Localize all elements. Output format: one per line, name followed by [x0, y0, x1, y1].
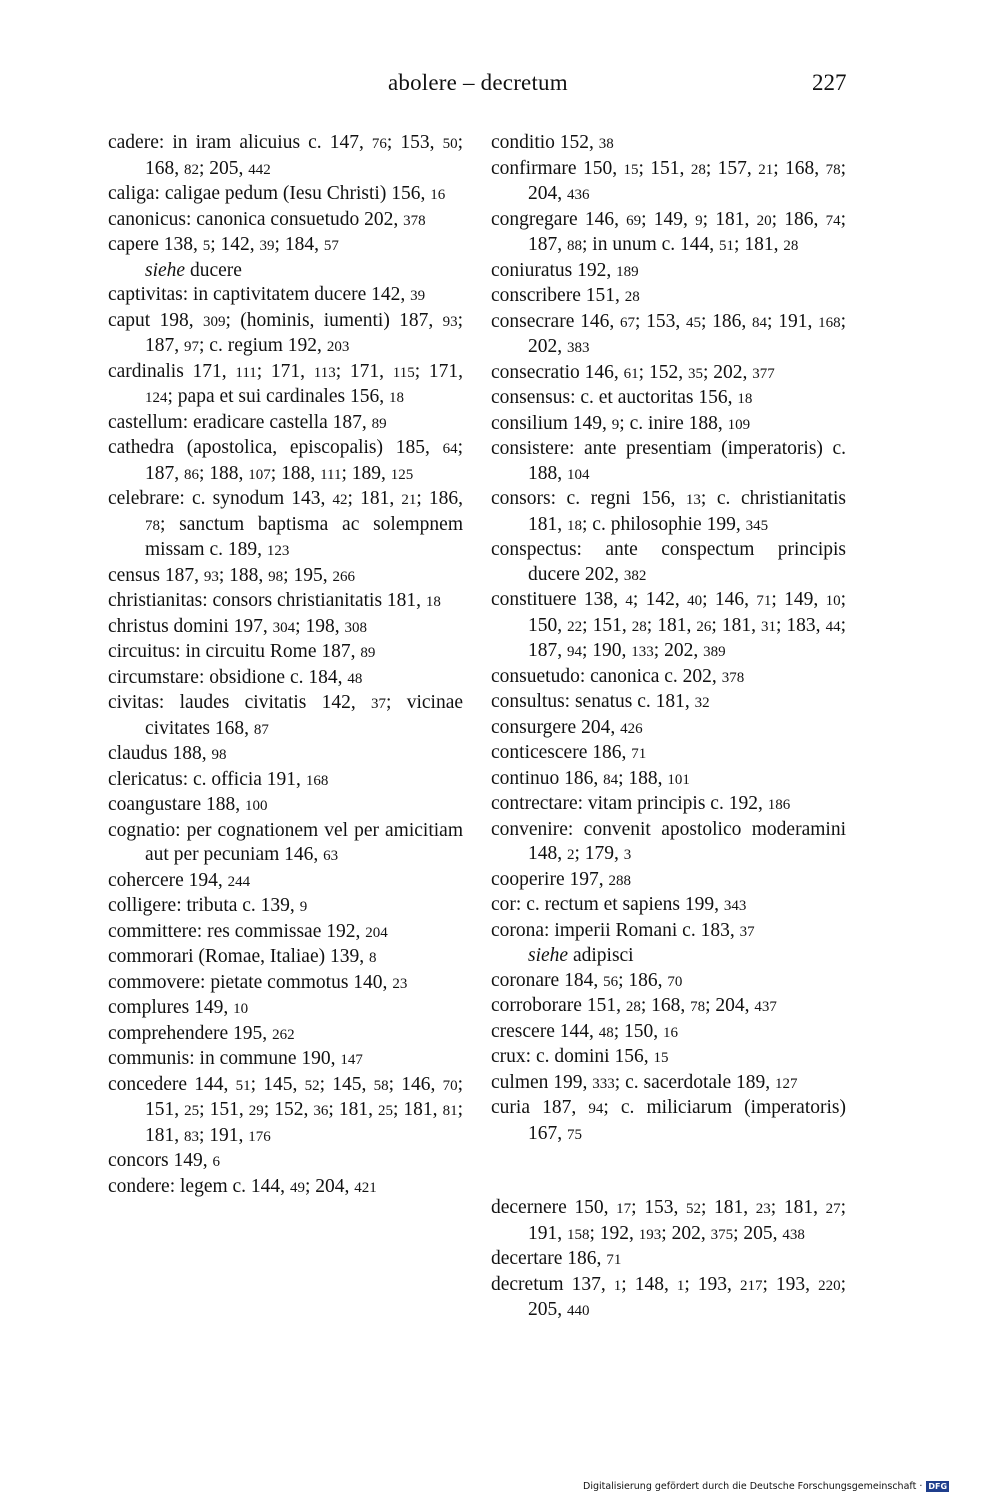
index-entry: christianitas: consors christianitatis 181, 18: [108, 590, 441, 611]
index-entry: claudus 188, 98: [108, 743, 227, 764]
index-entry: consuetudo: canonica c. 202, 378: [491, 665, 745, 687]
index-entry: concedere 144, 51; 145, 52; 145, 58; 146, 70; 151, 25; 151, 29; 152, 36; 181, 25; 181, 81; 181, 83; 191, 176: [108, 1073, 464, 1146]
index-entry: contrectare: vitam principis c. 192, 186: [491, 793, 791, 814]
index-entry: census 187, 93; 188, 98; 195, 266: [108, 564, 355, 586]
index-entry: consecrare 146, 67; 153, 45; 186, 84; 191, 168; 202, 383: [491, 310, 846, 357]
index-entry: caliga: caligae pedum (Iesu Christi) 156, 16: [108, 183, 446, 204]
index-entry: crescere 144, 48; 150, 16: [491, 1020, 679, 1042]
index-entry: canonicus: canonica consuetudo 202, 378: [108, 208, 426, 230]
index-entry: civitas: laudes civitatis 142, 37; vicinae civitates 168, 87: [108, 692, 464, 739]
digitization-credit: [583, 1481, 949, 1492]
index-entry: conspectus: ante conspectum principis ducere 202, 382: [491, 539, 846, 585]
index-entry: decernere 150, 17; 153, 52; 181, 23; 181, 27; 191, 158; 192, 193; 202, 375; 205, 438: [491, 1197, 847, 1244]
index-entry-list: [491, 131, 846, 1147]
index-entry: committere: res commissae 192, 204: [108, 920, 388, 942]
index-entry: culmen 199, 333; c. sacerdotale 189, 127: [491, 1071, 798, 1093]
index-entry: coronare 184, 56; 186, 70: [491, 969, 683, 991]
digitization-credit-text: Digitalisierung gefördert durch die Deutsche Forschungsgemeinschaft ·: [583, 1481, 923, 1492]
index-entry: consistere: ante presentiam (imperatoris) c. 188, 104: [491, 438, 846, 484]
index-entry: convenire: convenit apostolico moderamini 148, 2; 179, 3: [491, 818, 846, 864]
index-entry: capere 138, 5; 142, 39; 184, 57 siehe ducere: [108, 234, 339, 281]
index-entry: corona: imperii Romani c. 183, 37 siehe adipisci: [491, 919, 755, 966]
index-column-right: [491, 131, 846, 1324]
index-entry: crux: c. domini 156, 15: [491, 1046, 669, 1067]
index-entry: constituere 138, 4; 142, 40; 146, 71; 149, 10; 150, 22; 151, 28; 181, 26; 181, 31; 183, 44; 187, 94; 190, 133; 202, 389: [491, 589, 847, 661]
index-entry: cor: c. rectum et sapiens 199, 343: [491, 894, 747, 915]
index-entry: consensus: c. et auctoritas 156, 18: [491, 387, 753, 408]
index-entry: cohercere 194, 244: [108, 869, 251, 891]
index-entry: conditio 152, 38: [491, 132, 614, 153]
index-entry: consilium 149, 9; c. inire 188, 109: [491, 412, 751, 434]
index-entry: congregare 146, 69; 149, 9; 181, 20; 186, 74; 187, 88; in unum c. 144, 51; 181, 28: [491, 208, 846, 255]
index-entry: consurgere 204, 426: [491, 716, 643, 738]
index-entry: condere: legem c. 144, 49; 204, 421: [108, 1175, 377, 1197]
index-entry: corroborare 151, 28; 168, 78; 204, 437: [491, 995, 777, 1016]
index-entry: coniuratus 192, 189: [491, 259, 639, 281]
running-head: abolere – decretum: [388, 70, 568, 95]
index-entry: castellum: eradicare castella 187, 89: [108, 411, 387, 433]
index-entry: captivitas: in captivitatem ducere 142, 39: [108, 284, 426, 305]
index-entry: concors 149, 6: [108, 1150, 221, 1171]
index-entry: cadere: in iram alicuius c. 147, 76; 153, 50; 168, 82; 205, 442: [108, 132, 463, 179]
index-entry: cathedra (apostolica, episcopalis) 185, 64; 187, 86; 188, 107; 188, 111; 189, 125: [108, 437, 463, 484]
index-entry: decertare 186, 71: [491, 1248, 622, 1269]
index-entry: comprehendere 195, 262: [108, 1022, 295, 1044]
index-entry: curia 187, 94; c. miliciarum (imperatoris) 167, 75: [491, 1097, 846, 1144]
index-entry: coangustare 188, 100: [108, 794, 268, 815]
index-entry: circumstare: obsidione c. 184, 48: [108, 666, 363, 688]
index-entry: consultus: senatus c. 181, 32: [491, 691, 710, 712]
index-entry: clericatus: c. officia 191, 168: [108, 768, 329, 790]
index-entry-list: [108, 131, 463, 1200]
index-column-left: [108, 131, 463, 1200]
index-entry: celebrare: c. synodum 143, 42; 181, 21; 186, 78; sanctum baptisma ac solempnem missam c. 189, 123: [108, 488, 464, 560]
index-entry: decretum 137, 1; 148, 1; 193, 217; 193, 220; 205, 440: [491, 1273, 846, 1320]
index-entry: conscribere 151, 28: [491, 285, 640, 306]
index-entry: continuo 186, 84; 188, 101: [491, 767, 690, 789]
index-entry: complures 149, 10: [108, 997, 249, 1018]
dfg-logo: DFG: [928, 1482, 948, 1491]
index-entry: cognatio: per cognationem vel per amicitiam aut per pecuniam 146, 63: [108, 819, 463, 865]
index-entry: confirmare 150, 15; 151, 28; 157, 21; 168, 78; 204, 436: [491, 157, 846, 204]
index-entry: cooperire 197, 288: [491, 868, 631, 890]
index-entry: cardinalis 171, 111; 171, 113; 171, 115; 171, 124; papa et sui cardinales 156, 18: [108, 360, 463, 407]
index-entry: christus domini 197, 304; 198, 308: [108, 615, 367, 637]
index-entry: communis: in commune 190, 147: [108, 1048, 363, 1069]
index-entry: commorari (Romae, Italiae) 139, 8: [108, 946, 377, 967]
section-gap: [491, 1147, 846, 1196]
index-entry: caput 198, 309; (hominis, iumenti) 187, 93; 187, 97; c. regium 192, 203: [108, 309, 463, 356]
index-entry: circuitus: in circuitu Rome 187, 89: [108, 641, 376, 662]
index-entry: conticescere 186, 71: [491, 742, 647, 763]
index-entry-list: [491, 1196, 846, 1324]
index-entry: consors: c. regni 156, 13; c. christianitatis 181, 18; c. philosophie 199, 345: [491, 488, 847, 535]
index-entry: colligere: tributa c. 139, 9: [108, 895, 308, 916]
page-number: 227: [812, 70, 847, 95]
index-entry: commovere: pietate commotus 140, 23: [108, 971, 408, 993]
index-entry: consecratio 146, 61; 152, 35; 202, 377: [491, 361, 775, 383]
